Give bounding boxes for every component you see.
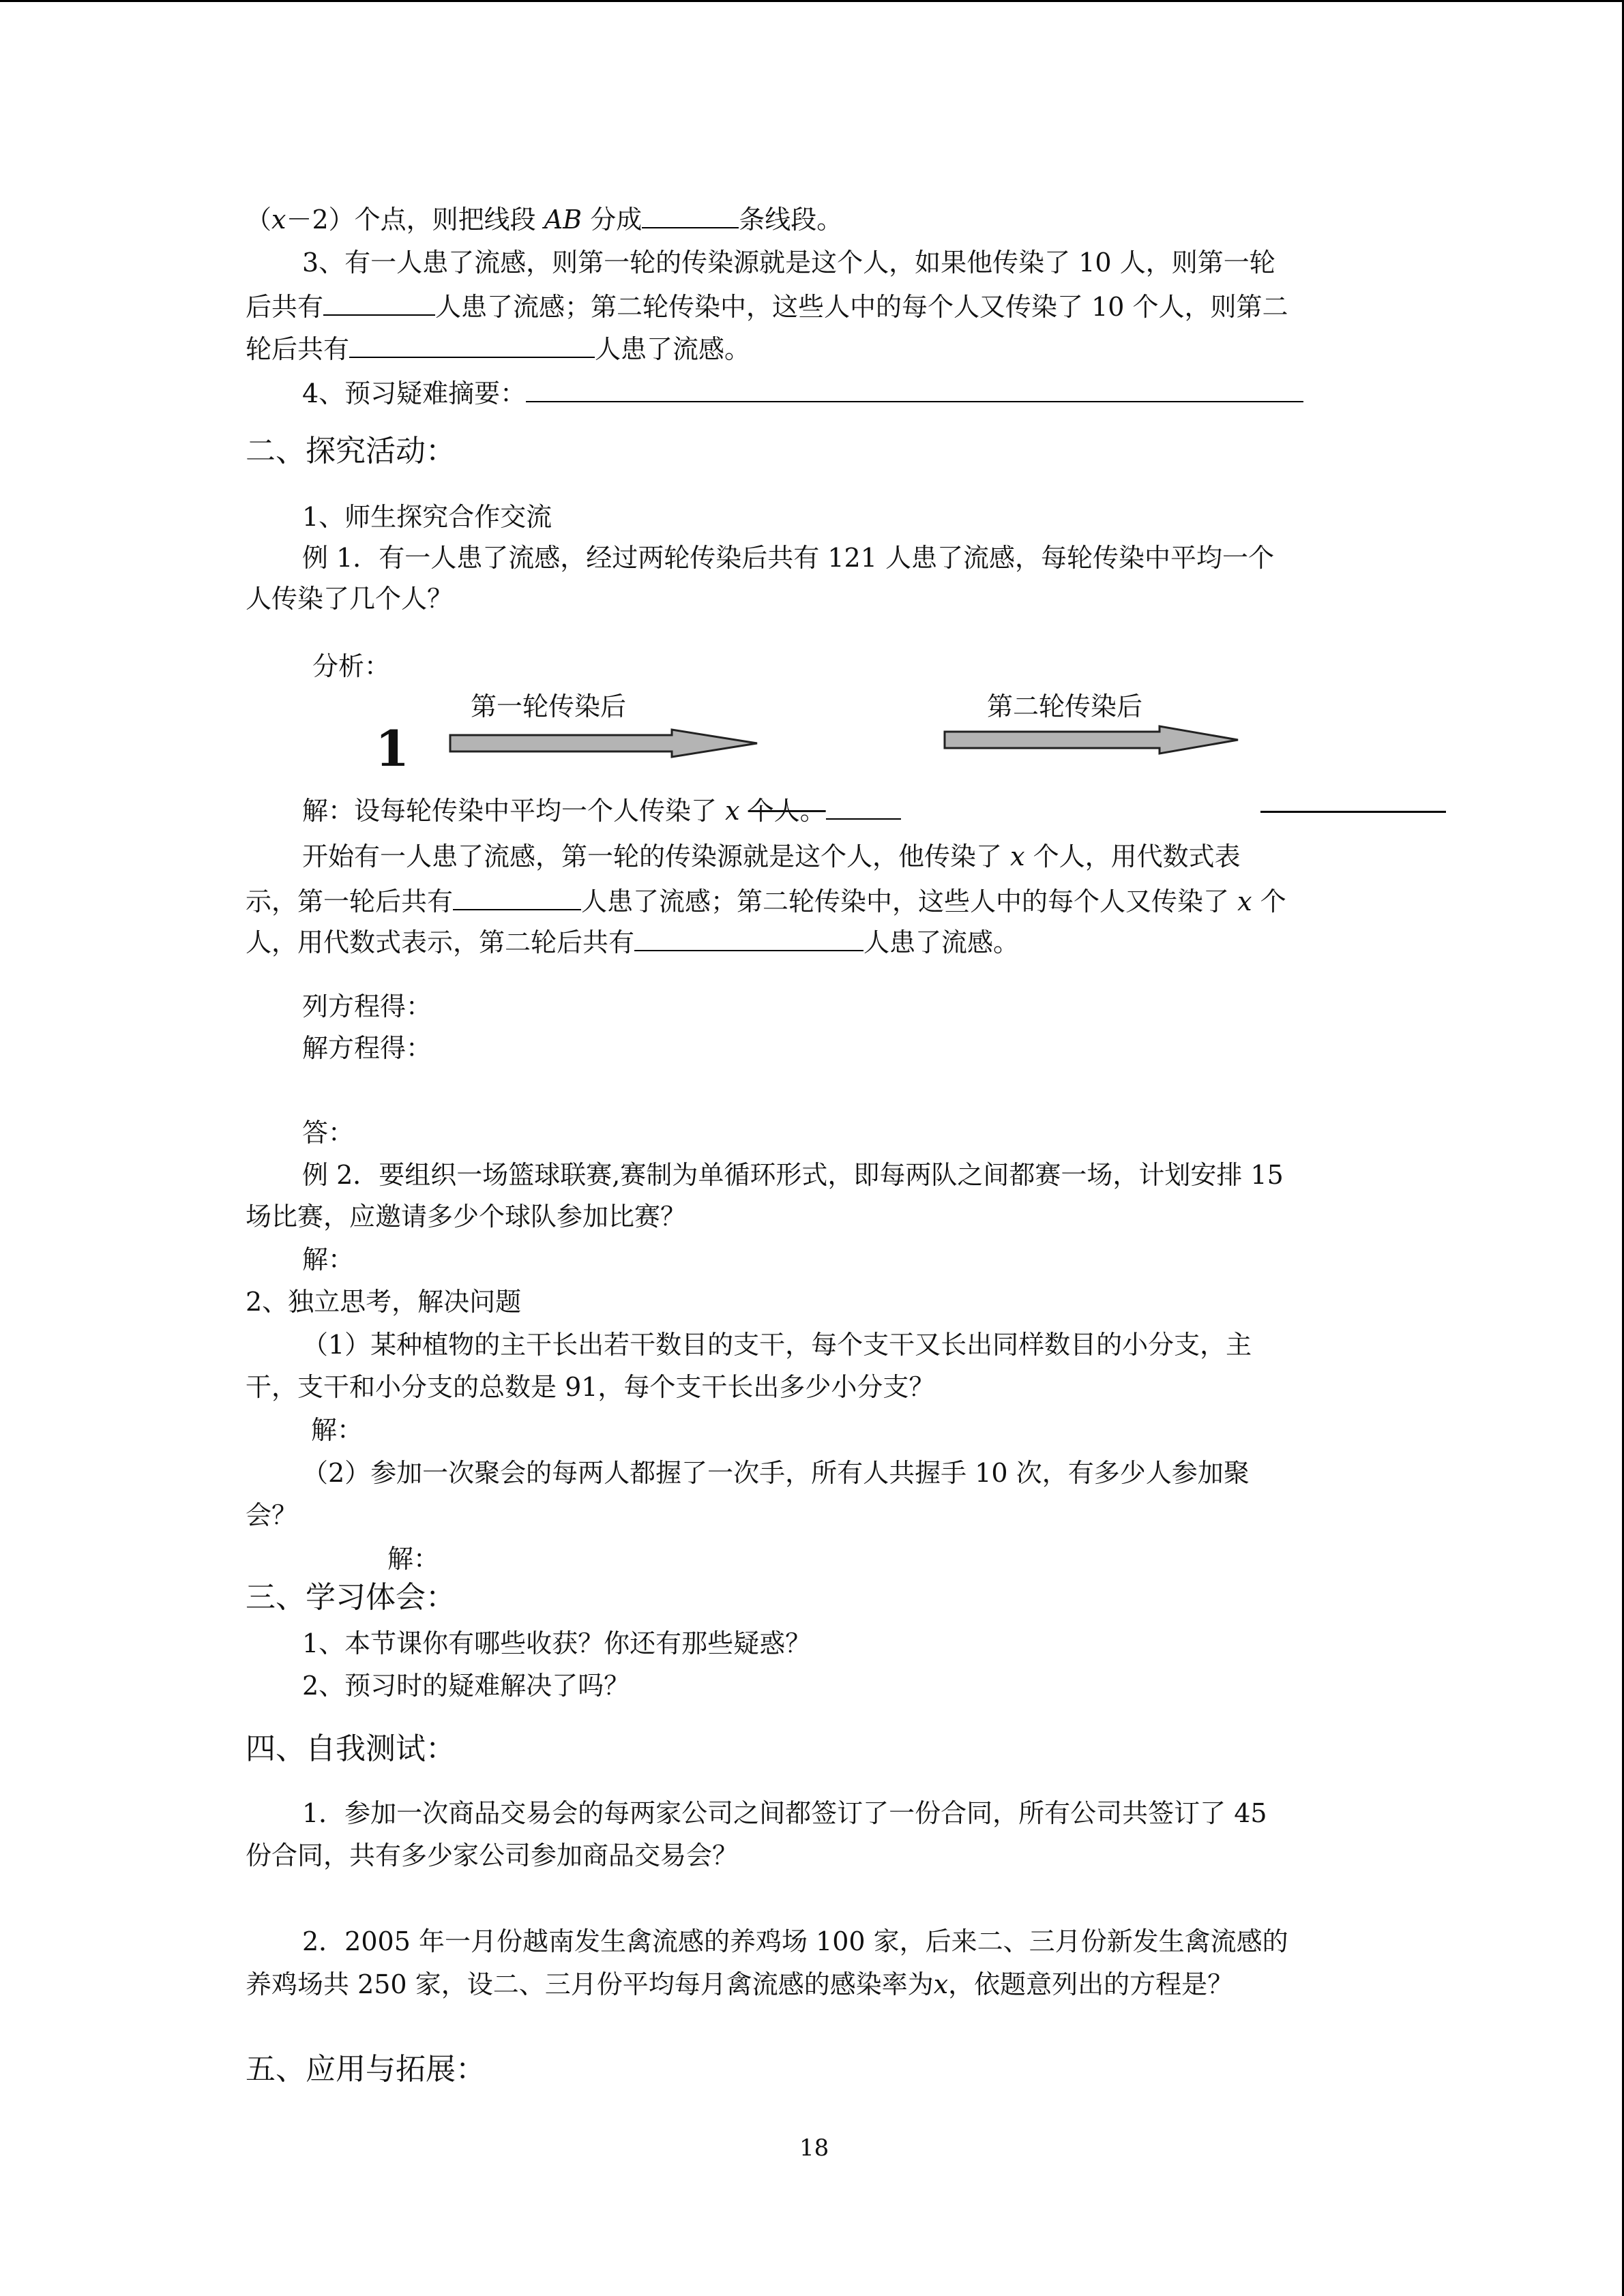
answer-blank[interactable] <box>826 801 901 820</box>
subsection-2: 2、独立思考，解决问题 <box>246 1287 522 1317</box>
answer-blank[interactable] <box>349 329 595 358</box>
paragraph-line-2: 示，第一轮后共有 人患了流感；第二轮传染中，这些人中的每个人又传染了 x 个 <box>246 882 1286 919</box>
reflection-1: 1、本节课你有哪些收获？你还有那些疑惑？ <box>302 1628 812 1658</box>
equation-label: 列方程得： <box>302 992 432 1022</box>
problem-2-line-1: （2）参加一次聚会的每两人都握了一次手，所有人共握手 10 次，有多少人参加聚 <box>302 1458 1250 1488</box>
solution-3-label: 解： <box>311 1415 364 1445</box>
problem-1-line-2: 干，支干和小分支的总数是 91，每个支干长出多少小分支？ <box>246 1372 935 1402</box>
solution-4-label: 解： <box>387 1544 440 1574</box>
example-1-line-2: 人传染了几个人？ <box>246 584 454 614</box>
answer-blank[interactable] <box>634 923 863 951</box>
initial-count: 1 <box>375 719 410 777</box>
arrow-second-round <box>941 723 1241 757</box>
question-3-line-3: 轮后共有 人患了流感。 <box>246 329 750 367</box>
problem-1-line-1: （1）某种植物的主干长出若干数目的支干，每个支干又长出同样数目的小分支，主 <box>302 1330 1252 1360</box>
arrow-first-round <box>447 726 761 760</box>
answer-blank[interactable] <box>1260 811 1446 813</box>
line-segment-question: （x－2）个点，则把线段 AB 分成 条线段。 <box>246 200 842 237</box>
page-border-top <box>0 0 1624 2</box>
question-3-line-1: 3、有一人患了流感，则第一轮的传染源就是这个人，如果他传染了 10 人，则第一轮 <box>302 248 1275 278</box>
paragraph-line-1: 开始有一人患了流感，第一轮的传染源就是这个人，他传染了 x 个人，用代数式表 <box>302 841 1241 871</box>
subsection-1: 1、师生探究合作交流 <box>302 502 552 532</box>
arrow-1-label: 第一轮传染后 <box>471 691 627 721</box>
question-4: 4、预习疑难摘要： <box>302 374 1303 411</box>
answer-blank[interactable] <box>642 200 739 228</box>
arrow-2-label: 第二轮传染后 <box>987 691 1143 721</box>
reflection-2: 2、预习时的疑难解决了吗？ <box>302 1671 630 1701</box>
page-number: 18 <box>799 2134 829 2162</box>
test-2-line-1: 2．2005 年一月份越南发生禽流感的养鸡场 100 家，后来二、三月份新发生禽流感的 <box>302 1926 1288 1956</box>
example-2-line-2: 场比赛，应邀请多少个球队参加比赛？ <box>246 1202 687 1232</box>
answer-blank[interactable] <box>323 287 435 316</box>
problem-2-line-2: 会？ <box>246 1500 298 1530</box>
solve-label: 解方程得： <box>302 1033 432 1063</box>
section-heading-2: 二、探究活动： <box>246 434 456 468</box>
test-2-line-2: 养鸡场共 250 家，设二、三月份平均每月禽流感的感染率为x，依题意列出的方程是？ <box>246 1969 1234 1999</box>
paragraph-line-3: 人，用代数式表示，第二轮后共有 人患了流感。 <box>246 923 1019 960</box>
section-heading-4: 四、自我测试： <box>246 1731 456 1766</box>
answer-blank[interactable] <box>453 882 581 910</box>
example-2-line-1: 例 2．要组织一场篮球联赛,赛制为单循环形式，即每两队之间都赛一场，计划安排 15 <box>302 1160 1284 1190</box>
test-1-line-2: 份合同，共有多少家公司参加商品交易会？ <box>246 1840 739 1870</box>
solution-2-label: 解： <box>302 1244 355 1274</box>
answer-label: 答： <box>302 1118 355 1148</box>
question-3-line-2: 后共有 人患了流感；第二轮传染中，这些人中的每个人又传染了 10 个人，则第二 <box>246 287 1288 325</box>
example-1-line-1: 例 1．有一人患了流感，经过两轮传染后共有 121 人患了流感，每轮传染中平均一个 <box>302 543 1274 573</box>
section-heading-5: 五、应用与拓展： <box>246 2052 486 2087</box>
answer-blank[interactable] <box>526 374 1303 402</box>
analysis-label: 分析： <box>312 651 391 681</box>
test-1-line-1: 1．参加一次商品交易会的每两家公司之间都签订了一份合同，所有公司共签订了 45 <box>302 1798 1267 1828</box>
section-heading-3: 三、学习体会： <box>246 1580 456 1615</box>
solution-1-setup: 解：设每轮传染中平均一个人传染了 x 个人。 <box>302 793 901 829</box>
